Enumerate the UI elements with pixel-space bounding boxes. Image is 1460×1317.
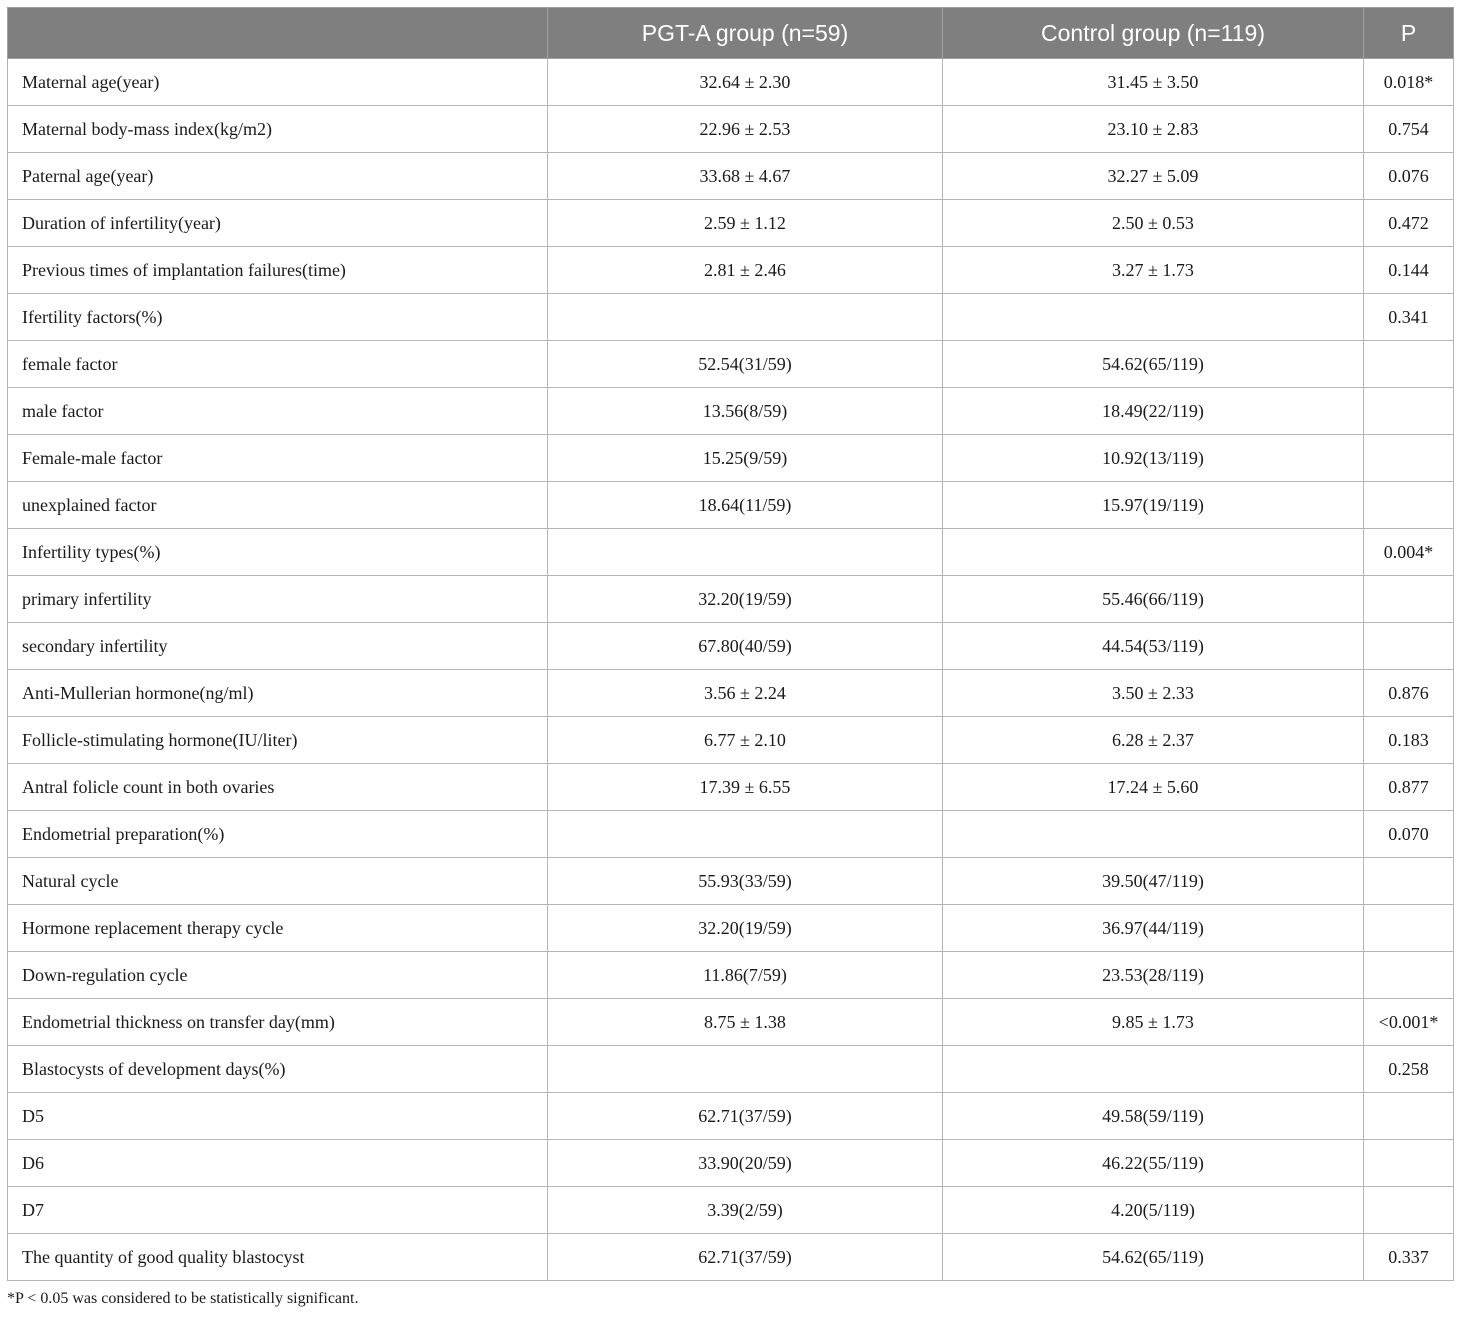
control-value-cell: 3.50 ± 2.33 [943, 670, 1364, 717]
control-value-cell: 31.45 ± 3.50 [943, 59, 1364, 106]
p-value-cell [1364, 482, 1454, 529]
header-variable [8, 8, 548, 59]
variable-cell: D5 [8, 1093, 548, 1140]
variable-cell: Maternal body-mass index(kg/m2) [8, 106, 548, 153]
control-value-cell [943, 1046, 1364, 1093]
variable-cell: Endometrial preparation(%) [8, 811, 548, 858]
table-row [8, 623, 1454, 670]
p-value-cell: 0.258 [1364, 1046, 1454, 1093]
table-row [8, 1140, 1454, 1187]
pgta-value-cell: 32.20(19/59) [548, 905, 943, 952]
control-value-cell: 44.54(53/119) [943, 623, 1364, 670]
variable-cell: Hormone replacement therapy cycle [8, 905, 548, 952]
pgta-value-cell: 11.86(7/59) [548, 952, 943, 999]
control-value-cell: 32.27 ± 5.09 [943, 153, 1364, 200]
variable-cell: Endometrial thickness on transfer day(mm) [8, 999, 548, 1046]
p-value-cell: 0.337 [1364, 1234, 1454, 1281]
header-control-group: Control group (n=119) [943, 8, 1364, 59]
p-value-cell [1364, 905, 1454, 952]
control-value-cell: 9.85 ± 1.73 [943, 999, 1364, 1046]
control-value-cell: 3.27 ± 1.73 [943, 247, 1364, 294]
variable-cell: Anti-Mullerian hormone(ng/ml) [8, 670, 548, 717]
pgta-value-cell: 52.54(31/59) [548, 341, 943, 388]
variable-cell: Paternal age(year) [8, 153, 548, 200]
pgta-value-cell: 32.20(19/59) [548, 576, 943, 623]
p-value-cell [1364, 341, 1454, 388]
control-value-cell [943, 294, 1364, 341]
comparison-table [7, 7, 1454, 1281]
control-value-cell: 23.53(28/119) [943, 952, 1364, 999]
control-value-cell: 36.97(44/119) [943, 905, 1364, 952]
table-row [8, 247, 1454, 294]
pgta-value-cell [548, 529, 943, 576]
table-row [8, 106, 1454, 153]
variable-cell: male factor [8, 388, 548, 435]
p-value-cell: 0.004* [1364, 529, 1454, 576]
control-value-cell: 4.20(5/119) [943, 1187, 1364, 1234]
table-row [8, 1093, 1454, 1140]
control-value-cell: 54.62(65/119) [943, 1234, 1364, 1281]
variable-cell: unexplained factor [8, 482, 548, 529]
variable-cell: Antral folicle count in both ovaries [8, 764, 548, 811]
table-row [8, 1046, 1454, 1093]
table-row [8, 670, 1454, 717]
pgta-value-cell: 33.68 ± 4.67 [548, 153, 943, 200]
p-value-cell: <0.001* [1364, 999, 1454, 1046]
table-row [8, 435, 1454, 482]
p-value-cell [1364, 1140, 1454, 1187]
table-row [8, 858, 1454, 905]
p-value-cell [1364, 576, 1454, 623]
variable-cell: Female-male factor [8, 435, 548, 482]
variable-cell: Blastocysts of development days(%) [8, 1046, 548, 1093]
p-value-cell [1364, 623, 1454, 670]
p-value-cell: 0.070 [1364, 811, 1454, 858]
p-value-cell [1364, 1187, 1454, 1234]
variable-cell: D6 [8, 1140, 548, 1187]
variable-cell: Natural cycle [8, 858, 548, 905]
table-row [8, 294, 1454, 341]
p-value-cell: 0.754 [1364, 106, 1454, 153]
variable-cell: Down-regulation cycle [8, 952, 548, 999]
p-value-cell: 0.876 [1364, 670, 1454, 717]
pgta-value-cell: 2.59 ± 1.12 [548, 200, 943, 247]
p-value-cell: 0.076 [1364, 153, 1454, 200]
table-body [8, 59, 1454, 1281]
p-value-cell: 0.144 [1364, 247, 1454, 294]
p-value-cell [1364, 1093, 1454, 1140]
variable-cell: secondary infertility [8, 623, 548, 670]
pgta-value-cell: 3.56 ± 2.24 [548, 670, 943, 717]
control-value-cell [943, 529, 1364, 576]
data-table-container [7, 7, 1453, 1281]
control-value-cell: 2.50 ± 0.53 [943, 200, 1364, 247]
table-row [8, 529, 1454, 576]
pgta-value-cell: 32.64 ± 2.30 [548, 59, 943, 106]
table-row [8, 200, 1454, 247]
variable-cell: Maternal age(year) [8, 59, 548, 106]
variable-cell: Previous times of implantation failures(time) [8, 247, 548, 294]
control-value-cell: 49.58(59/119) [943, 1093, 1364, 1140]
table-row [8, 999, 1454, 1046]
table-row [8, 341, 1454, 388]
pgta-value-cell: 6.77 ± 2.10 [548, 717, 943, 764]
pgta-value-cell: 15.25(9/59) [548, 435, 943, 482]
pgta-value-cell: 55.93(33/59) [548, 858, 943, 905]
table-header-row [8, 8, 1454, 59]
header-p-value: P [1364, 8, 1454, 59]
p-value-cell [1364, 435, 1454, 482]
header-pgta-group: PGT-A group (n=59) [548, 8, 943, 59]
table-row [8, 153, 1454, 200]
pgta-value-cell [548, 811, 943, 858]
p-value-cell [1364, 952, 1454, 999]
table-footnote: *P < 0.05 was considered to be statistically significant. [7, 1290, 359, 1307]
pgta-value-cell: 67.80(40/59) [548, 623, 943, 670]
p-value-cell [1364, 858, 1454, 905]
pgta-value-cell: 8.75 ± 1.38 [548, 999, 943, 1046]
p-value-cell: 0.018* [1364, 59, 1454, 106]
table-row [8, 905, 1454, 952]
pgta-value-cell: 2.81 ± 2.46 [548, 247, 943, 294]
control-value-cell: 18.49(22/119) [943, 388, 1364, 435]
control-value-cell [943, 811, 1364, 858]
table-row [8, 388, 1454, 435]
table-row [8, 482, 1454, 529]
pgta-value-cell: 62.71(37/59) [548, 1093, 943, 1140]
p-value-cell: 0.341 [1364, 294, 1454, 341]
variable-cell: D7 [8, 1187, 548, 1234]
p-value-cell: 0.183 [1364, 717, 1454, 764]
control-value-cell: 23.10 ± 2.83 [943, 106, 1364, 153]
table-row [8, 576, 1454, 623]
variable-cell: Follicle-stimulating hormone(IU/liter) [8, 717, 548, 764]
control-value-cell: 15.97(19/119) [943, 482, 1364, 529]
table-row [8, 59, 1454, 106]
pgta-value-cell [548, 294, 943, 341]
pgta-value-cell: 33.90(20/59) [548, 1140, 943, 1187]
control-value-cell: 39.50(47/119) [943, 858, 1364, 905]
control-value-cell: 46.22(55/119) [943, 1140, 1364, 1187]
variable-cell: Ifertility factors(%) [8, 294, 548, 341]
pgta-value-cell: 3.39(2/59) [548, 1187, 943, 1234]
pgta-value-cell: 18.64(11/59) [548, 482, 943, 529]
control-value-cell: 6.28 ± 2.37 [943, 717, 1364, 764]
pgta-value-cell [548, 1046, 943, 1093]
table-row [8, 1234, 1454, 1281]
table-row [8, 811, 1454, 858]
p-value-cell: 0.877 [1364, 764, 1454, 811]
control-value-cell: 55.46(66/119) [943, 576, 1364, 623]
control-value-cell: 17.24 ± 5.60 [943, 764, 1364, 811]
variable-cell: Infertility types(%) [8, 529, 548, 576]
pgta-value-cell: 17.39 ± 6.55 [548, 764, 943, 811]
table-row [8, 717, 1454, 764]
pgta-value-cell: 62.71(37/59) [548, 1234, 943, 1281]
control-value-cell: 54.62(65/119) [943, 341, 1364, 388]
variable-cell: The quantity of good quality blastocyst [8, 1234, 548, 1281]
variable-cell: Duration of infertility(year) [8, 200, 548, 247]
table-row [8, 764, 1454, 811]
pgta-value-cell: 13.56(8/59) [548, 388, 943, 435]
control-value-cell: 10.92(13/119) [943, 435, 1364, 482]
table-row [8, 1187, 1454, 1234]
table-row [8, 952, 1454, 999]
p-value-cell: 0.472 [1364, 200, 1454, 247]
pgta-value-cell: 22.96 ± 2.53 [548, 106, 943, 153]
variable-cell: primary infertility [8, 576, 548, 623]
variable-cell: female factor [8, 341, 548, 388]
p-value-cell [1364, 388, 1454, 435]
